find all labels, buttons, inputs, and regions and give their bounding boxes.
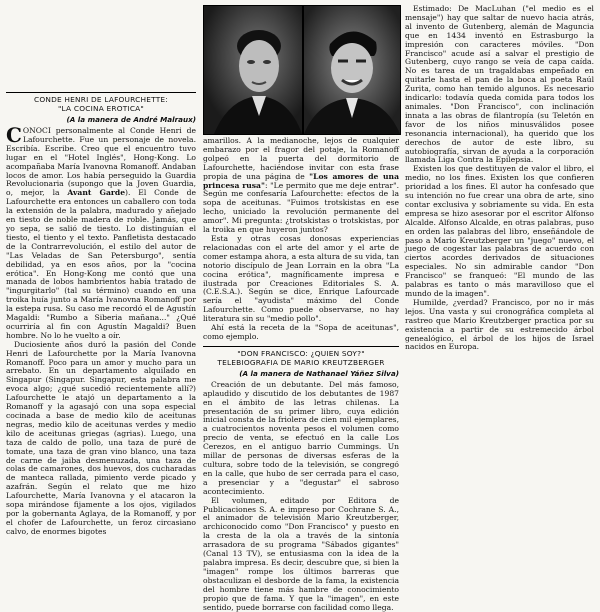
article2-paragraph-3: Estimado: De MacLuhan ("el medio es el mensaje") hay que saltar de nuevo hacia atrás, al invento de Gutenberg, alemán de Maguncia que en 1434 inventó en Estrasburgo la impresión con caracteres móviles. "Don Francisco" acude así a salvar el prestigio de Gutenberg, cuyo rango se veía de capa caída. No es tarea de un tragaldabas empeñado en quitarle hasta el pan de la boca al poeta Raúl Zurita, como han temido algunos. Es necesario indicarlo: todavía queda comida para todos los animales. "Don Francisco", con inclinación innata a las obras de filantropía (su Teletón en favor de los niños minusválidos posee resonancia internacional), ha querido que los derechos de autor de este libro, su autobiografía, sirvan de ayuda a la corporación llamada Liga Contra la Epilepsia. <box>405 4 594 165</box>
article1-p1-end: ). El Conde de Lafourchette era entonces un caballero con toda la extensión de la palabra, madurado y añejado en tiesto de noble madera de roble. Jamás, que yo sepa, se salió de tiesto. Lo distinguían el tiesto, el tiento y el texto. Panfletista destacado de la Contrarrevolución, el estilo del autor de "Las Veladas de San Petersburgo", sentía debilidad, ya en esos años, por la "cocina erótica". En Hong-Kong me contó que una manada de lobos hambrientos había tratado de "ingurgitarlo" (tal su término) cuando en una troika huía junto a María Ivanovna Romanoff por la estepa rusa. Su caso me recordó el de Agustín Magaldi: "Rumbo a Siberia mañana..." ¿Qué ocurriría al fin con Agustín Magaldi? Buen hombre. No lo he vuelto a oír. <box>6 188 196 340</box>
article2-title-line2: TELEBIOGRAFIA DE MARIO KREUTZBERGER <box>217 357 385 367</box>
article1-paragraph-5: Ahí está la receta de la "Sopa de aceitunas", como ejemplo. <box>203 323 399 341</box>
article2-paragraph-2: El volumen, editado por Editora de Publicaciones S. A. e impreso por Cochrane S. A., el animador de televisión Mario Kreutzberger, archiconocido como "Don Francisco" y puesto en la cresta de la ola a través de la sintonía arrasadora de su programa "Sábados gigantes" (Canal 13 TV), se entusiasma con la idea de la palabra impresa. Es decir, descubre que, si bien la "imagen" rompe los últimos barreras que obstaculizan el desborde de la fama, la existencia del hombre tiene más hambre de conocimiento propio que de fama. Y que la "imagen", en este sentido, puede borrarse con facilidad como llega. <box>203 495 399 612</box>
article2-byline: (A la manera de Nathanael Yáñez Silva) <box>239 368 399 378</box>
article1-paragraph-3 <box>203 137 399 235</box>
column-3 <box>405 5 594 504</box>
article2-paragraph-5: Humilde, ¿verdad? Francisco, por no ir más lejos. Una vasta y sui cronográfica completa al rastreo que Mario Kreutzberger practica por su existencia a partir de su estremecido árbol genealógico, el árbol de los hijos de Israel nacidos en Europa. <box>405 297 594 352</box>
article1-p1-bold: Avant Garde <box>67 188 126 198</box>
article1-byline: (A la manera de André Malraux) <box>66 115 196 124</box>
article1-p3-end: : "Le permito que me deje entrar". Según me confesaría Lafourchette: efectos de la sopa de aceitunas. "Fuimos trotskistas en ese lecho, uniciado la revolución permanente del amor". Mi pregunta: ¿trotskistas o trotskistas, por la troika en que huyeron juntos? <box>203 180 399 235</box>
article1-paragraph-2: Duciosiente años duró la pasión del Conde Henri de Lafourchette por la María Ivanovna Romanoff. Poco para un amor y mucho para un arrebato. En un departamento alquilado en Singapur (Singapur. Singapur, esta palabra me evoca algo; ¿qué sucedió recientemente allí?) Lafourchette le atajó un departamento a la Romanoff y la agasajó con una sopa especial cocinada a base de medio kilo de aceitunas negras, medio kilo de aceitunas verdes y medio kilo de aceitunas griegas (agrias). Luego, una taza de caldo de pollo, una taza de puré de tomate, una taza de gran vino blanco, una taza de carne de jaiba desmenuzada, una taza de colas de camarones, dos huevos, dos cucharadas de manteca rallada, pimiento verde picado y azafrán. Según el relato que me hizo Lafourchette, María Ivanovna y el atacaron la sopa mirándose fijamente a los ojos, vigilados por la gobernanta Aglaya, de la Romanoff, y por el chofer de Lafourchette, un feroz circasiano calvo, de enormes bigotes <box>6 339 196 536</box>
article1-paragraph-4: Esta y otras cosas donosas experiencias relacionadas con el arte del amor y el arte de comer estampa ahora, a esta altura de su vida, tan notorio discípulo de Jean Lorrain en la obra "La cocina erótica", magníficamente impresa e ilustrada por Creaciones Editoriales S. A. (C.E.S.A.). Según se dice, Enrique Lafourcade sería el "ayudista" máximo del Conde Lafourchette. Como puede observarse, no hay literatura sin su "medio pollo". <box>203 233 399 324</box>
article2-paragraph-1: Creación de un debutante. Del más famoso, aplaudido y discutido de los debutantes de 1987 en el ámbito de las letras chilenas. La presentación de su primer libro, cuya edición inicial consta de la friolera de cien mil ejemplares, a cuatrocientos noventa pesos el volumen como precio de venta, se efectuó en la calle Los Cerezos, en el antiguo barrio Cummings. Un millar de personas de diversas esferas de la cultura, sobre todo de la televisión, se congregó en la calle, que hubo de ser cerrada para el caso, a presenciar y a "degustar" el sabroso acontecimiento. <box>203 379 399 496</box>
article1-paragraph-1 <box>6 123 196 341</box>
article1-title-line2: "LA COCINA EROTICA" <box>57 104 145 113</box>
article1-p1-rest: ONOCI personalmente al Conde Henri de Lafourchette. Fue un personaje de novela. Escribía. Escribe. Creo que el encuentro tuvo lugar en el "Hotel Inglés", Hong-Kong. Lo acompañaba María Ivanovna Romanoff. Andaban locos de amor. Los había perseguido la Guardia Revolucionaria (supongo que la Joven Guardia, o, mejor, la <box>6 126 196 198</box>
column-2 <box>203 136 399 612</box>
article1-title-line1: CONDE HENRI DE LAFOURCHETTE: <box>34 95 168 104</box>
portrait-conde-henri <box>203 5 303 135</box>
article2-header <box>203 346 399 378</box>
article1-p3: amarillos. A la medianoche, lejos de cualquier embarazo por el fragor del potaje, la Romanoff golpeó en la puerta del dormitorio de Lafourchette, haciéndose invitar con esta frase propia de una página de <box>203 136 399 181</box>
article1-title <box>6 92 196 113</box>
article2-title <box>203 346 399 367</box>
article2-paragraph-4: Existen los que destituyen de valor el libro, el medio, no los fines. Existen los que confieren prioridad a los fines. El autor ha confesado que su intención no fue crear una obra de arte, sino contar exclusiva y sobriamente su vida. En esta empresa se hizo asesorar por el escritor Alfonso Alcalde. Alfonso Alcalde, en otras palabras, puso en orden las palabras del libro, enseñándole de paso a Mario Kreutzberger un "juego" nuevo, el juego de cogestar las palabras de acuerdo con ciertos acordes derivados de situaciones especiales. No sin admirable candor "Don Francisco" se franqueó: "El mundo de las palabras es tanto o más maravilloso que el mundo de la imagen". <box>405 164 594 298</box>
column-1 <box>6 92 196 536</box>
dropcap: C <box>6 123 22 147</box>
portrait-francisco <box>303 5 401 135</box>
article2-title-line1: "DON FRANCISCO: ¿QUIEN SOY?" <box>237 348 365 358</box>
article1-p3-bold: "Los amores de una princesa rusa" <box>203 171 399 190</box>
